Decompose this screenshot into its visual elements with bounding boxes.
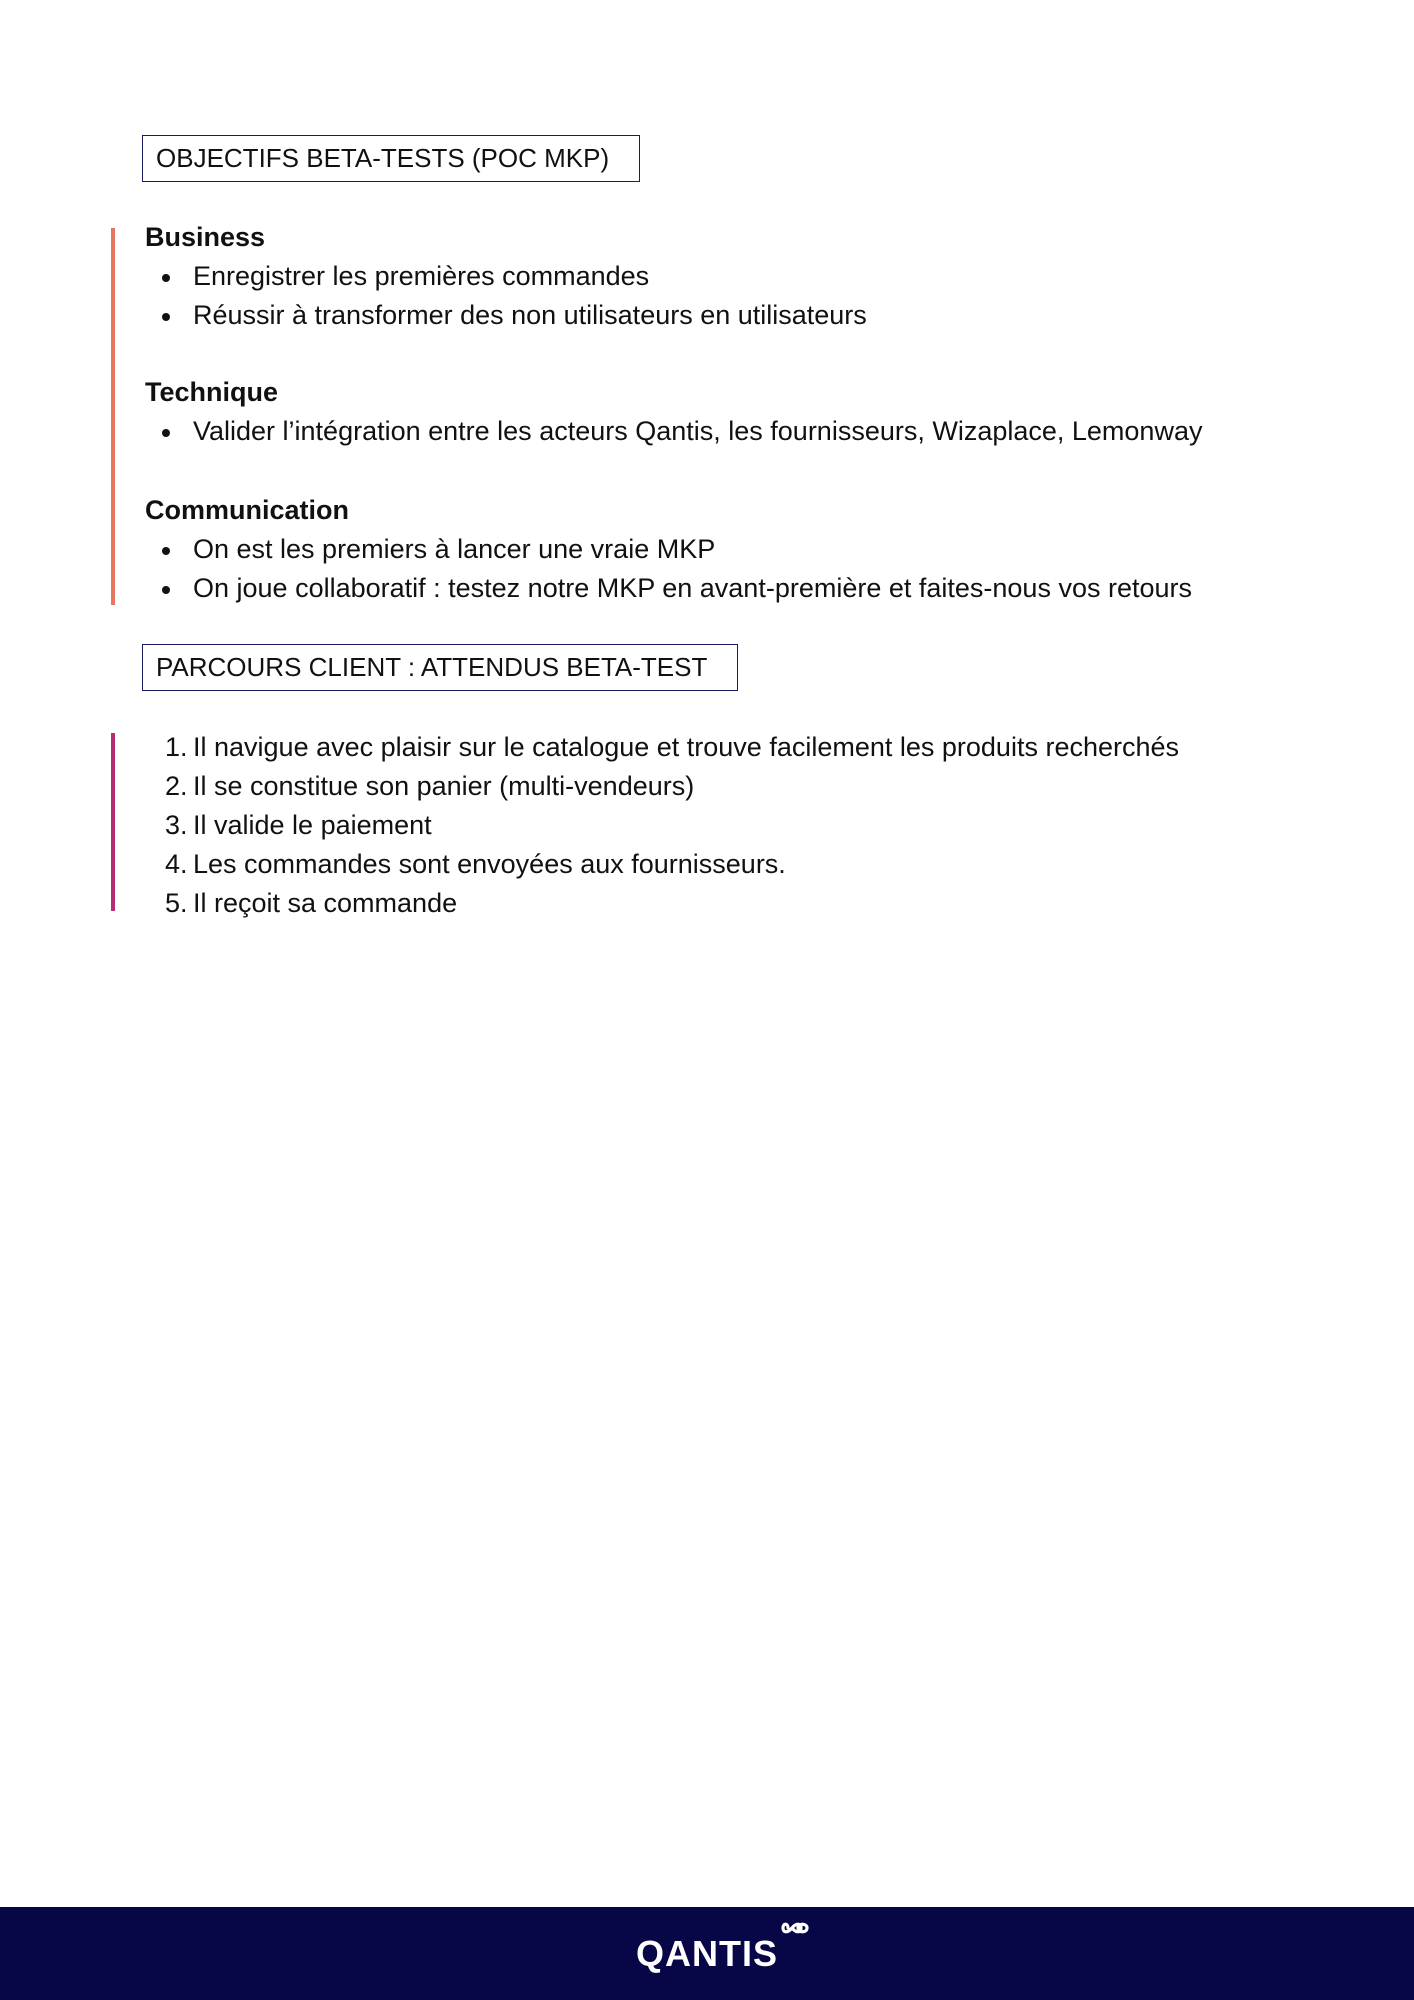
journey-title: PARCOURS CLIENT : ATTENDUS BETA-TEST <box>156 652 708 682</box>
technique-list <box>145 412 1345 451</box>
bullet-icon <box>162 274 170 282</box>
journey-steps-list <box>145 728 1345 923</box>
objectives-accent-bar <box>111 228 115 605</box>
step-item: 4. Les commandes sont envoyées aux fournisseurs. <box>165 849 786 879</box>
infinity-logo-icon <box>780 1919 810 1937</box>
business-list <box>145 257 1345 335</box>
bullet-icon <box>162 429 170 437</box>
bullet-icon <box>162 586 170 594</box>
bullet-icon <box>162 547 170 555</box>
business-group <box>145 218 1345 335</box>
objectives-title: OBJECTIFS BETA-TESTS (POC MKP) <box>156 143 610 173</box>
logo-text: QANTIS <box>635 1932 778 1974</box>
communication-group <box>145 491 1345 608</box>
step-item: 1. Il navigue avec plaisir sur le catalogue et trouve facilement les produits recherchés <box>165 732 1180 762</box>
business-heading: Business <box>145 222 266 252</box>
list-item: On joue collaboratif : testez notre MKP en avant-première et faites-nous vos retours <box>145 569 1345 608</box>
step-item: 3. Il valide le paiement <box>165 810 432 840</box>
qantis-logo <box>636 1933 778 1975</box>
bullet-icon <box>162 313 170 321</box>
communication-list <box>145 530 1345 608</box>
step-item: 5. Il reçoit sa commande <box>165 888 458 918</box>
step-item: 2. Il se constitue son panier (multi-vendeurs) <box>165 771 695 801</box>
list-item: On est les premiers à lancer une vraie MKP <box>145 530 1345 569</box>
objectives-title-box <box>142 135 640 182</box>
list-item: Réussir à transformer des non utilisateurs en utilisateurs <box>145 296 1345 335</box>
technique-group <box>145 373 1345 451</box>
footer-bar <box>0 1907 1414 2000</box>
journey-accent-bar <box>111 733 115 911</box>
list-item: Valider l’intégration entre les acteurs Qantis, les fournisseurs, Wizaplace, Lemonway <box>145 412 1345 451</box>
journey-title-box <box>142 644 738 691</box>
list-item: Enregistrer les premières commandes <box>145 257 1345 296</box>
technique-heading: Technique <box>145 377 279 407</box>
communication-heading: Communication <box>145 495 350 525</box>
